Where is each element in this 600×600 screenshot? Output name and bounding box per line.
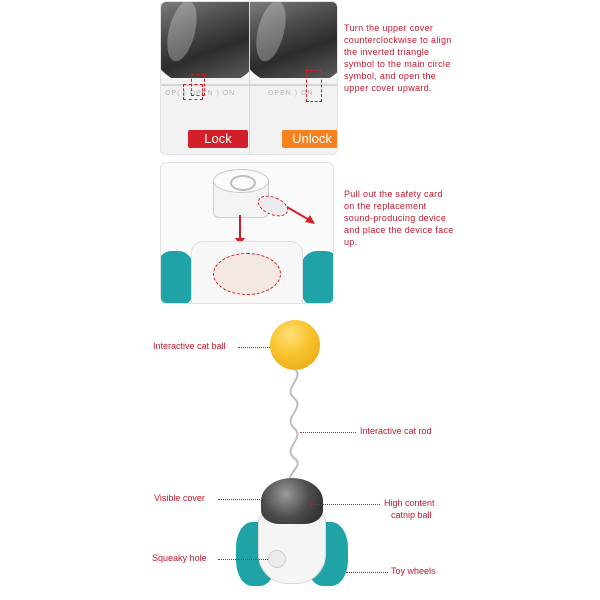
label-rod: Interactive cat rod [360,426,432,436]
step1-instruction: Turn the upper cover counterclockwise to align the inverted triangle symbol to the main circle symbol, and open the upper cover upward. [344,23,452,93]
unlock-label: Unlock [282,130,338,148]
label-wheels: Toy wheels [391,566,436,576]
engraving-text: OP( ) OPEN ) ON [165,90,236,97]
cat-ball [270,320,320,370]
label-catnip-line2: catnip ball [391,510,432,520]
engraving-text: OPEN ) ON [268,90,314,97]
label-hole: Squeaky hole [152,553,207,563]
label-catnip-line1: High content [384,498,435,508]
squeaky-hole [268,550,286,568]
lock-label: Lock [188,130,248,148]
label-ball: Interactive cat ball [153,341,226,351]
visible-cover [261,478,323,524]
step2-instruction: Pull out the safety card on the replacement sound-producing device and place the device face up. [344,189,454,247]
label-cover: Visible cover [154,493,205,503]
